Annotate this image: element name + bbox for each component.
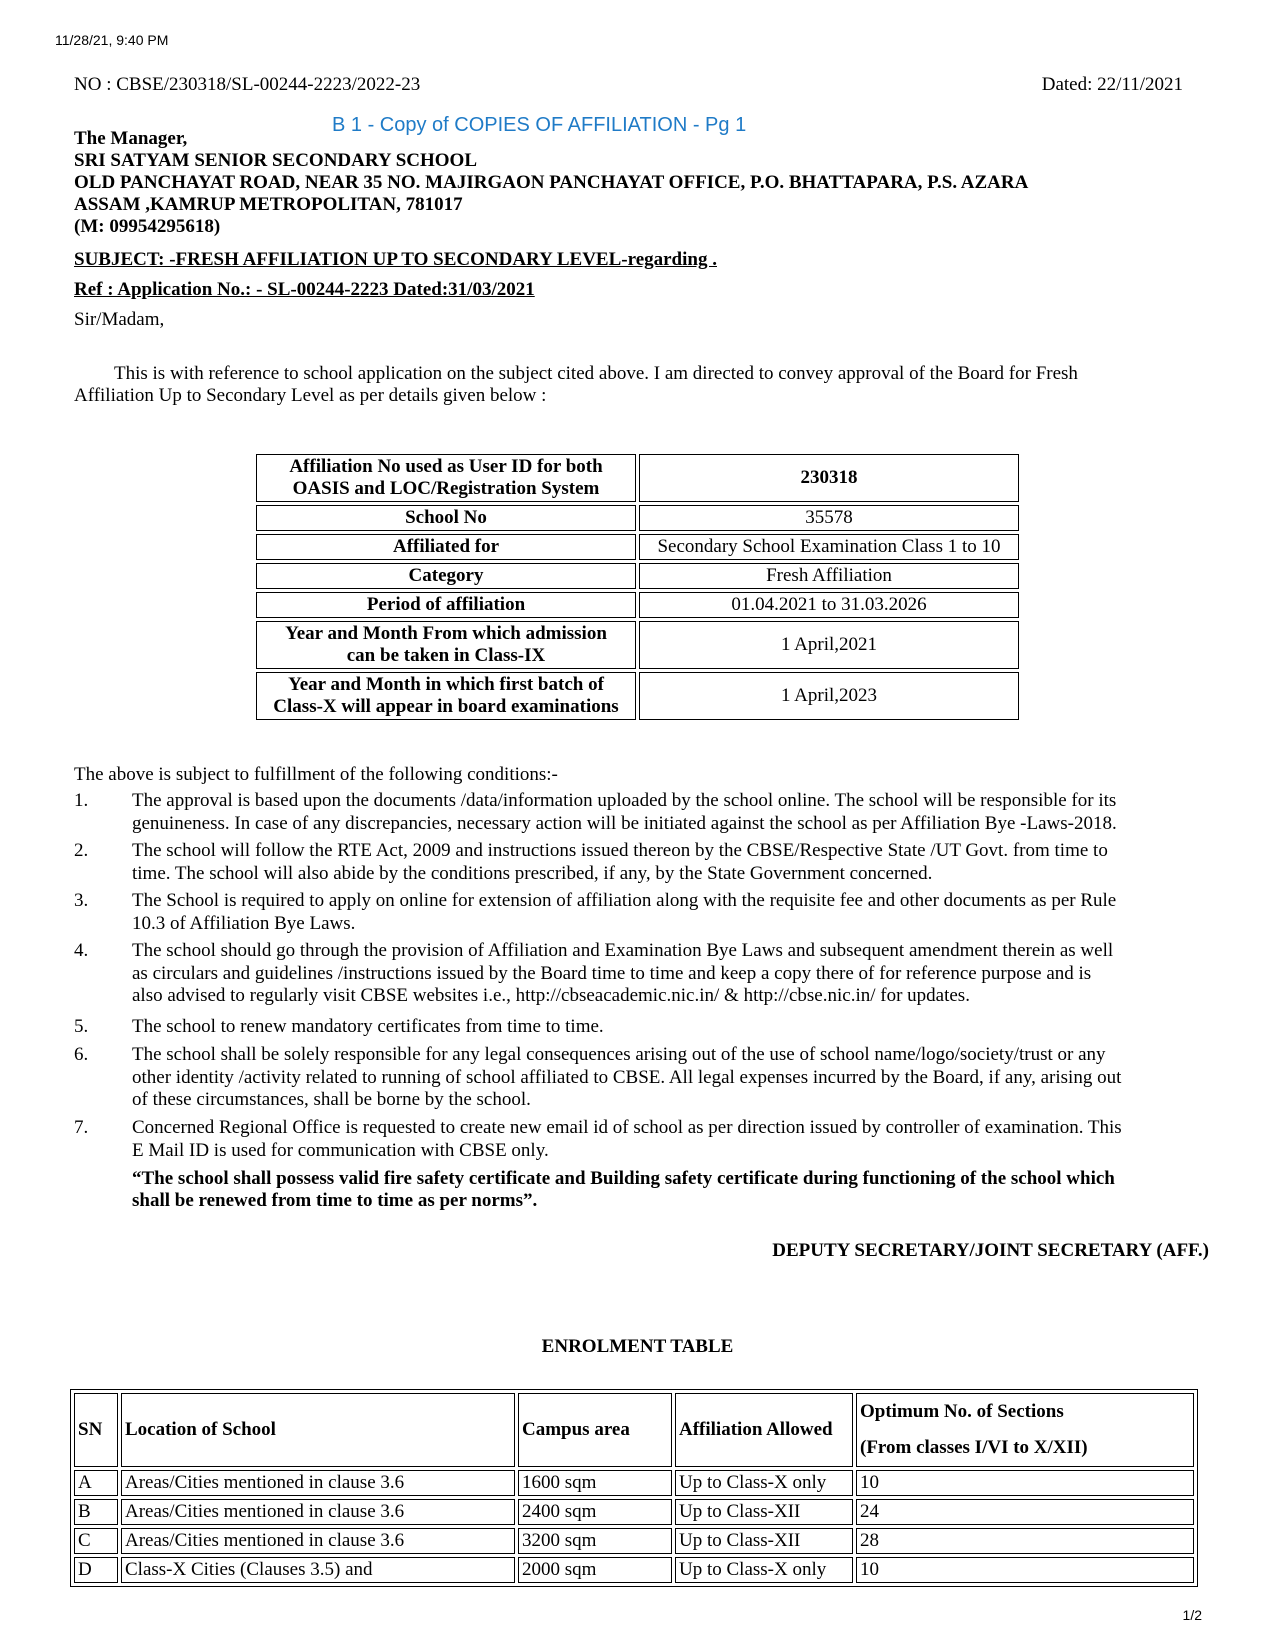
enrolment-table-title: ENROLMENT TABLE: [541, 1336, 734, 1357]
intro-line-2: Affiliation Up to Secondary Level as per details given below :: [74, 385, 547, 406]
copy-stamp: B 1 - Copy of COPIES OF AFFILIATION - Pg 1: [332, 114, 747, 136]
table-cell: Areas/Cities mentioned in clause 3.6: [121, 1528, 515, 1554]
affiliation-number: 230318: [639, 454, 1019, 502]
detail-value: Secondary School Examination Class 1 to 10: [639, 534, 1019, 560]
table-cell: 3200 sqm: [518, 1528, 672, 1554]
condition-number: 2.: [74, 840, 89, 861]
table-cell: Up to Class-X only: [675, 1470, 853, 1496]
table-row: [74, 1528, 1194, 1554]
table-row: [256, 592, 1019, 618]
column-header: Optimum No. of Sections (From classes I/VI to X/XII): [856, 1393, 1194, 1467]
detail-key: Affiliation No used as User ID for both OASIS and LOC/Registration System: [256, 454, 636, 502]
condition-number: 1.: [74, 790, 89, 811]
table-cell: Areas/Cities mentioned in clause 3.6: [121, 1499, 515, 1525]
table-cell: C: [74, 1528, 118, 1554]
addressee-line: The Manager,: [74, 128, 188, 149]
table-cell: D: [74, 1557, 118, 1583]
column-header: SN: [74, 1393, 118, 1467]
table-cell: 10: [856, 1470, 1194, 1496]
detail-key: Period of affiliation: [256, 592, 636, 618]
affiliation-details-table: [253, 451, 1022, 723]
addressee-line: (M: 09954295618): [74, 216, 221, 237]
condition-item: 1. The approval is based upon the documents /data/information uploaded by the school online. The school will be responsible for its genuineness. In case of any discrepancies, necessary action will be initiated against the school as per Affiliation Bye -Laws-2018.: [74, 790, 1117, 834]
addressee-line: ASSAM ,KAMRUP METROPOLITAN, 781017: [74, 194, 463, 215]
condition-number: 6.: [74, 1044, 89, 1065]
table-row: [74, 1470, 1194, 1496]
page-number: 1/2: [1182, 1607, 1202, 1623]
fire-safety-note: “The school shall possess valid fire safety certificate and Building safety certificate during functioning of the school which shall be renewed from time to time as per norms”.: [132, 1168, 1115, 1211]
table-cell: Up to Class-X only: [675, 1557, 853, 1583]
column-header: Location of School: [121, 1393, 515, 1467]
print-datetime: 11/28/21, 9:40 PM: [55, 32, 169, 48]
table-row: [256, 672, 1019, 720]
table-row: [74, 1499, 1194, 1525]
table-cell: 1600 sqm: [518, 1470, 672, 1496]
detail-key: Affiliated for: [256, 534, 636, 560]
detail-value: 1 April,2023: [639, 672, 1019, 720]
detail-value: 1 April,2021: [639, 621, 1019, 669]
table-cell: Class-X Cities (Clauses 3.5) and: [121, 1557, 515, 1583]
reference-number: NO : CBSE/230318/SL-00244-2223/2022-23: [74, 74, 421, 95]
application-reference: Ref : Application No.: - SL-00244-2223 Dated:31/03/2021: [74, 279, 535, 300]
table-row: [256, 621, 1019, 669]
detail-key: School No: [256, 505, 636, 531]
condition-item: 3. The School is required to apply on online for extension of affiliation along with the requisite fee and other documents as per Rule 10.3 of Affiliation Bye Laws.: [74, 890, 1117, 934]
table-cell: B: [74, 1499, 118, 1525]
table-header-row: [74, 1393, 1194, 1467]
addressee-block: [74, 128, 1028, 238]
condition-item: 2. The school will follow the RTE Act, 2009 and instructions issued thereon by the CBSE/Respective State /UT Govt. from time to time. The school will also abide by the conditions prescribed, if any, by the State Government concerned.: [74, 840, 1108, 884]
subject-line: SUBJECT: -FRESH AFFILIATION UP TO SECONDARY LEVEL-regarding .: [74, 249, 717, 270]
condition-number: 3.: [74, 890, 89, 911]
table-cell: 10: [856, 1557, 1194, 1583]
intro-line-1: This is with reference to school application on the subject cited above. I am directed to convey approval of the Board for Fresh: [114, 363, 1078, 384]
detail-value: 35578: [639, 505, 1019, 531]
table-row: [256, 505, 1019, 531]
addressee-line: SRI SATYAM SENIOR SECONDARY SCHOOL: [74, 150, 477, 171]
enrolment-table: [70, 1389, 1198, 1587]
conditions-intro: The above is subject to fulfillment of the following conditions:-: [74, 764, 558, 785]
condition-number: 7.: [74, 1117, 89, 1138]
detail-value: Fresh Affiliation: [639, 563, 1019, 589]
table-cell: 2000 sqm: [518, 1557, 672, 1583]
signatory: DEPUTY SECRETARY/JOINT SECRETARY (AFF.): [772, 1240, 1209, 1261]
table-cell: Areas/Cities mentioned in clause 3.6: [121, 1470, 515, 1496]
condition-item: 5. The school to renew mandatory certificates from time to time.: [74, 1016, 604, 1037]
detail-value: 01.04.2021 to 31.03.2026: [639, 592, 1019, 618]
table-row: [256, 563, 1019, 589]
detail-key: Year and Month From which admission can be taken in Class-IX: [256, 621, 636, 669]
column-header: Affiliation Allowed: [675, 1393, 853, 1467]
table-cell: 2400 sqm: [518, 1499, 672, 1525]
detail-key: Year and Month in which first batch of Class-X will appear in board examinations: [256, 672, 636, 720]
table-cell: Up to Class-XII: [675, 1528, 853, 1554]
condition-item: 4. The school should go through the provision of Affiliation and Examination Bye Laws and subsequent amendment therein as well as circulars and guidelines /instructions issued by the Board time to time and keep a copy there of for reference purpose and is also advised to regularly visit CBSE websites i.e., http://cbseacademic.nic.in/ & http://cbse.nic.in/ for updates.: [74, 940, 1114, 1006]
table-cell: Up to Class-XII: [675, 1499, 853, 1525]
condition-item: 7. Concerned Regional Office is requested to create new email id of school as per direction issued by controller of examination. This E Mail ID is used for communication with CBSE only.: [74, 1117, 1122, 1161]
letter-date: Dated: 22/11/2021: [1041, 74, 1183, 95]
condition-number: 5.: [74, 1016, 89, 1037]
salutation: Sir/Madam,: [74, 309, 165, 330]
table-row: [256, 454, 1019, 502]
addressee-line: OLD PANCHAYAT ROAD, NEAR 35 NO. MAJIRGAON PANCHAYAT OFFICE, P.O. BHATTAPARA, P.S. AZARA: [74, 172, 1029, 193]
table-cell: A: [74, 1470, 118, 1496]
condition-number: 4.: [74, 940, 89, 961]
column-header: Campus area: [518, 1393, 672, 1467]
table-row: [74, 1557, 1194, 1583]
condition-item: 6. The school shall be solely responsible for any legal consequences arising out of the use of school name/logo/society/trust or any other identity /activity related to running of school affiliated to CBSE. All legal expenses incurred by the Board, if any, arising out of these circumstances, shall be borne by the school.: [74, 1044, 1122, 1110]
table-cell: 28: [856, 1528, 1194, 1554]
detail-key: Category: [256, 563, 636, 589]
table-row: [256, 534, 1019, 560]
table-cell: 24: [856, 1499, 1194, 1525]
